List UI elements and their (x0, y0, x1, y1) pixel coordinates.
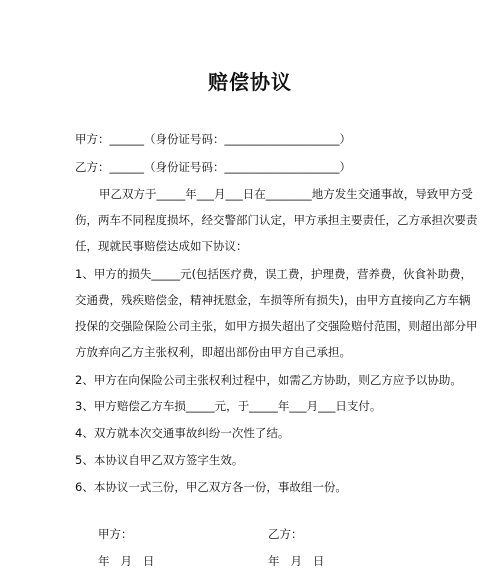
clause-1-line-3: 投保的交强险保险公司主张，如甲方损失超出了交强险赔付范围，则超出部分甲 (75, 319, 478, 333)
intro-line-1: 甲乙双方于_____年___月___日在________地方发生交通事故，导致甲方受 (99, 187, 473, 201)
clause-1-line-1: 1、甲方的损失_____元(包括医疗费，误工费，护理费，营养费，伙食补助费， (75, 267, 473, 281)
document-title: 赔偿协议 (208, 70, 292, 94)
party-b-line: 乙方：______（身份证号码：____________________） (75, 160, 351, 174)
clause-2: 2、甲方在向保险公司主张权利过程中，如需乙方协助，则乙方应予以协助。 (75, 373, 462, 387)
signature-party-a: 甲方： (98, 527, 133, 541)
clause-5: 5、本协议自甲乙双方签字生效。 (75, 453, 244, 467)
intro-line-3: 任，现就民事赔偿达成如下协议： (75, 239, 248, 253)
signature-date-b: 年 月 日 (268, 554, 325, 568)
clause-4: 4、双方就本次交通事故纠纷一次性了结。 (75, 426, 290, 440)
clause-6: 6、本协议一式三份，甲乙双方各一份，事故组一份。 (75, 480, 347, 494)
clause-3: 3、甲方赔偿乙方车损_____元，于_____年___月___日支付。 (75, 399, 382, 413)
intro-line-2: 伤，两车不同程度损坏，经交警部门认定，甲方承担主要责任，乙方承担次要责 (75, 213, 478, 227)
clause-1-line-4: 方放弃向乙方主张权利，即超出部份由甲方自己承担。 (75, 345, 351, 359)
signature-date-a: 年 月 日 (98, 554, 155, 568)
signature-party-b: 乙方： (268, 527, 303, 541)
clause-1-line-2: 交通费，残疾赔偿金，精神抚慰金，车损等所有损失)，由甲方直接向乙方车辆 (75, 293, 471, 307)
party-a-line: 甲方：______（身份证号码：____________________） (75, 132, 351, 146)
